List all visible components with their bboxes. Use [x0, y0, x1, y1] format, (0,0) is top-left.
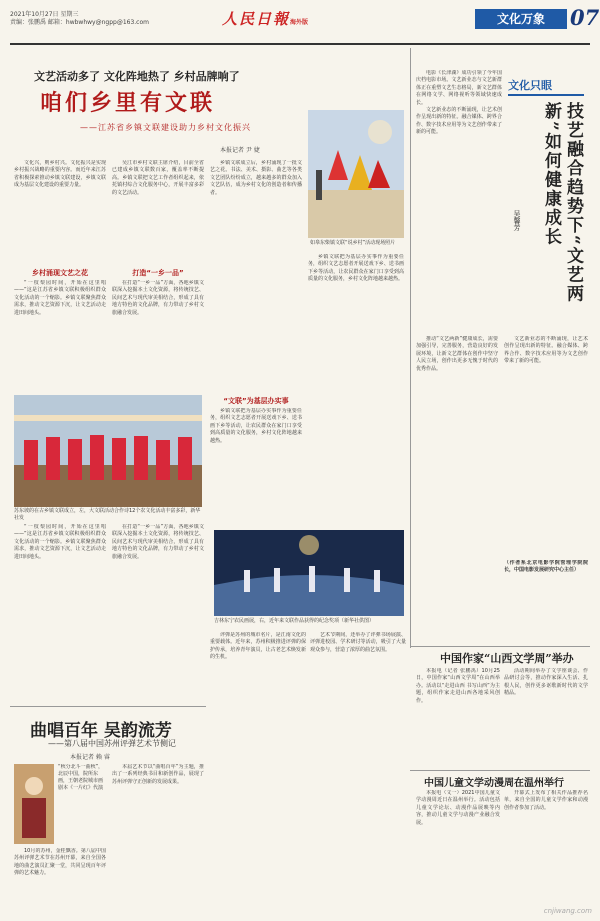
article1-col5: [14, 524, 106, 702]
sidebar-para: 推动“文艺两新”健康成长，需要加强引导，完善服务，营造良好的发展环境，让新文艺群体在创作中坚守人民立场，创作出更多无愧于时代的优秀作品。: [416, 336, 498, 372]
article1-para: 吴江市乡村文联主席介绍，目前全省已建成乡镇文联数百家，覆盖率不断提高。乡镇文联把文艺工作者组织起来，依托镇村综合文化服务中心，开展丰富多彩的文艺活动。: [112, 160, 204, 196]
sidebar-col1: [416, 70, 502, 330]
article1-para: 乡镇文联把为基层办实事作为重要任务，组织文艺志愿者开展送戏下乡、送书画下乡等活动，让农民群众在家门口享受到高质量的文化服务，乡村文化阵地越来越热。: [308, 254, 404, 283]
brief2-headline: 中国儿童文学动漫周在温州举行: [424, 778, 564, 789]
article2-para: 本届艺术节以“曲唱百年”为主题，推出了一系列经典书目和新创作品，展现了苏州评弹守正创新的发展成果。: [112, 764, 204, 785]
caption-performers: 苏东坡的在古乡镇文联成立，左，大文联活动合作诗12个农文化活动丰富多彩，新华社发: [14, 508, 201, 521]
article2-photo: [14, 764, 54, 844]
sidebar-para: 电影《长津湖》成功引领了今年国庆档电影市场。文艺新业态与文艺新群体正在重塑文艺生态格局，新文艺群体在网络文学、网络视听等领域快速成长。: [416, 70, 502, 106]
brief1-col1: [416, 668, 500, 764]
brief2-col1: [416, 790, 500, 910]
sidebar-tag: 文化只眼: [508, 79, 552, 92]
article1-para: 乡镇文联成立后，乡村涌现了一批文艺之花。书法、美术、摄影、曲艺等各类文艺团队纷纷成立，越来越多的群众加入文艺队伍，成为乡村文化的创造者和传播者。: [210, 160, 302, 196]
article2-deck: ——第八届中国苏州评弹艺术节侧记: [48, 739, 176, 748]
article2-col2: [112, 764, 204, 914]
article1-para: 在打造“一乡一品”方面，各地乡镇文联深入挖掘本土文化资源，将传统技艺、民间艺术与现代审美相结合，形成了具有地方特色的文化品牌，有力带动了乡村文旅融合发展。: [112, 280, 204, 316]
article1-para: 乡镇文联把为基层办实事作为重要任务，组织文艺志愿者开展送戏下乡、送书画下乡等活动，让农民群众在家门口享受到高质量的文化服务，乡村文化阵地越来越热。: [210, 408, 302, 444]
article1-col2: [112, 160, 204, 268]
page-number: 07: [570, 5, 600, 30]
masthead-logo: [222, 8, 308, 29]
brief2-para: 本报电（文一）2021中国儿童文学动漫周近日在温州举行。活动包括儿童文学论坛、动漫作品展映等内容，推动儿童文学与动漫产业融合发展。: [416, 790, 500, 826]
article2-rule: [10, 706, 206, 707]
brief2-rule: [410, 770, 590, 771]
article1-photo-dancers: [308, 110, 404, 238]
sidebar-col2: [416, 336, 498, 562]
article2-para: 10月的苏州，金桂飘香。第八届中国苏州评弹艺术节在苏州开幕，来自全国各地的曲艺演员汇聚一堂，共同呈现百年评弹的艺术魅力。: [14, 848, 106, 877]
photo-performers-svg: [14, 395, 202, 507]
sidebar-tag-box: [508, 74, 584, 96]
brief1-rule: [410, 646, 590, 647]
article2-caption: “秋分北斗一曲秋”，北辰中国，院所东画，王朝老院城市画剧本《一片红》代演: [58, 764, 104, 791]
article1-headline: 咱们乡里有文联: [40, 90, 216, 116]
sidebar-author: 吴馨芳: [513, 210, 521, 231]
caption-stage: 吉林东宁农民画展，右，近年来文联作品获得的纪念奖项（新华社供图）: [214, 618, 375, 624]
article1-col1b: [14, 280, 106, 392]
brief2-para: 开幕式上发布了相关作品推荐名单，来自全国的儿童文学作家和动漫创作者参加了活动。: [504, 790, 588, 811]
article2-para: 艺术节期间，还举办了评弹书场展演、评弹进校园、学术研讨等活动，吸引了大量观众参与，营造了浓厚的曲艺氛围。: [310, 632, 406, 653]
logo-text: 人民日報: [222, 10, 291, 28]
article1-photo-stage: [214, 530, 404, 616]
article2-col3: [210, 632, 306, 914]
article1-byline: 本报记者 尹 婕: [220, 147, 260, 154]
sidebar-para: 文艺新业态的不断涌现，让艺术创作呈现出新的特征。融合媒体、跨界合作、数字技术应用等为文艺创作带来了新的可能。: [416, 107, 502, 136]
article1-col6: [112, 524, 204, 702]
article2-col1: [14, 848, 106, 914]
article1-para: 文化兴，则乡村兴。文化振兴是实现乡村振兴战略的重要内容。而近年来江苏省积极探索推动乡镇文联建设，乡镇文联成为基层文化建设的重要力量。: [14, 160, 106, 189]
caption-dancers: 如皋东柴镇文联“说乡村”活动现场照片: [310, 240, 396, 246]
watermark: cnjiwang.com: [543, 907, 592, 915]
photo-dancers-svg: [308, 110, 404, 238]
article1-para: “一枝梨园时间，开始在这里唱——”这是江苏省乡镇文联积极组织群众文化活动的一个缩影。乡镇文联聚焦群众需求，推动文艺资源下沉，让文艺活动走进田间地头。: [14, 280, 106, 316]
article1-para: “一枝梨园时间，开始在这里唱——”这是江苏省乡镇文联积极组织群众文化活动的一个缩影。乡镇文联聚焦群众需求，推动文艺资源下沉，让文艺活动走进田间地头。: [14, 524, 106, 560]
brief1-col2: [504, 668, 588, 764]
sidebar-col3: [504, 336, 588, 562]
article1-subhead-c: “文联”为基层办实事: [223, 397, 289, 405]
article1-deck: ——江苏省乡镇文联建设助力乡村文化振兴: [80, 123, 251, 132]
article1-subhead-a: 乡村涌现文艺之花: [32, 269, 88, 277]
article2-photo-svg: [14, 764, 54, 844]
sidebar-headline: 技艺融合趋势下“文艺两新”如何健康成长: [541, 102, 583, 304]
article1-photo-performers: [14, 395, 202, 507]
brief1-headline: 中国作家“山西文学周”举办: [440, 652, 574, 665]
date-line: 2021年10月27日 星期三: [10, 11, 79, 18]
brief1-para: 活动期间举办了文学座谈会、作品研讨会等，推动作家深入生活、扎根人民，创作更多讴歌新时代的文学精品。: [504, 668, 588, 697]
logo-sub: 海外版: [290, 19, 309, 26]
edition-line: 责编：张鹏禹 邮箱：hwbwhwy@ngpp@163.com: [10, 19, 149, 26]
page-header: [10, 5, 600, 45]
column-rule: [410, 48, 411, 648]
article1-col2b: [112, 280, 204, 392]
photo-stage-svg: [214, 530, 404, 616]
article1-col3: [210, 160, 302, 390]
brief1-para: 本报电（记者 张鹏禹）10月25日，中国作家“山西文学周”在山西举办。活动以“走进山西 书写山西”为主题，组织作家走进山西各地采风创作。: [416, 668, 500, 704]
header-date: [10, 11, 190, 27]
article2-headline: 曲唱百年 吴韵流芳: [30, 721, 172, 741]
article1-kicker: 文艺活动多了 文化阵地热了 乡村品牌响了: [34, 70, 240, 83]
article2-byline: 本报记者 赖 睿: [70, 754, 110, 761]
brief2-col2: [504, 790, 588, 910]
sidebar-author-note: （作者系北京电影学院管理学院院长，中国电影发展研究中心主任）: [504, 560, 588, 574]
article1-col4: [308, 254, 404, 522]
article1-subhead-b: 打造“一乡一品”: [132, 269, 184, 277]
article2-col4: [310, 632, 406, 914]
article1-col7: [210, 408, 302, 524]
section-badge: 文化万象: [475, 9, 567, 29]
article1-col1: [14, 160, 106, 275]
article2-para: 评弹是苏州的城市名片，是江南文化的重要载体。近年来，苏州积极推进评弹的保护传承，培养青年演员，让古老艺术焕发新的生机。: [210, 632, 306, 661]
sidebar-para: 文艺新业态的不断涌现，让艺术创作呈现出新的特征。融合媒体、跨界合作、数字技术应用等为文艺创作带来了新的可能。: [504, 336, 588, 365]
article1-para: 在打造“一乡一品”方面，各地乡镇文联深入挖掘本土文化资源，将传统技艺、民间艺术与现代审美相结合，形成了具有地方特色的文化品牌，有力带动了乡村文旅融合发展。: [112, 524, 204, 560]
